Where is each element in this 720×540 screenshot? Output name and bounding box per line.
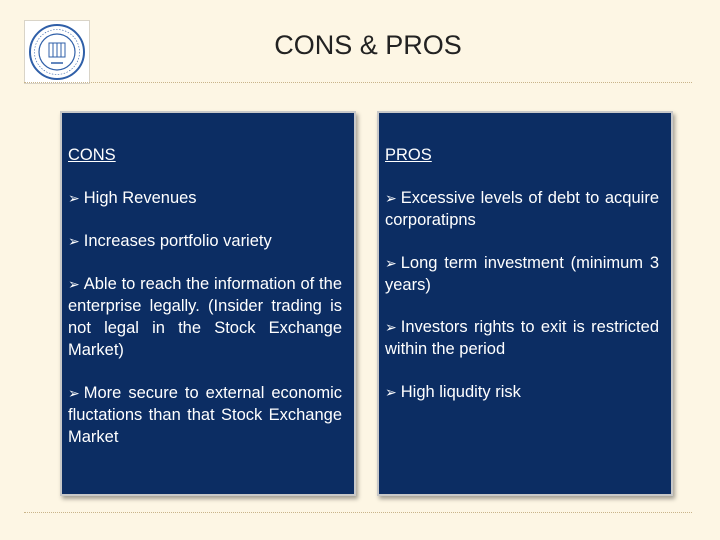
pros-panel (377, 111, 673, 496)
bottom-divider (24, 512, 692, 513)
arrow-bullet-icon: ➢ (68, 385, 80, 401)
cons-item: ➢ More secure to external economic fluctations than that Stock Exchange Market (68, 384, 342, 446)
pros-item: ➢ High liqudity risk (385, 383, 521, 401)
arrow-bullet-icon: ➢ (385, 319, 397, 335)
cons-item: ➢ Able to reach the information of the enterprise legally. (Insider trading is not legal in the Stock Exchange Market) (68, 275, 342, 359)
top-divider (24, 82, 692, 83)
arrow-bullet-icon: ➢ (385, 384, 397, 400)
arrow-bullet-icon: ➢ (68, 276, 80, 292)
cons-heading: CONS (68, 146, 116, 164)
arrow-bullet-icon: ➢ (385, 190, 397, 206)
pros-item: ➢ Investors rights to exit is restricted within the period (385, 318, 659, 358)
cons-item: ➢ Increases portfolio variety (68, 232, 272, 250)
slide-title: CONS & PROS (274, 30, 462, 60)
arrow-bullet-icon: ➢ (68, 190, 80, 206)
pros-item: ➢ Long term investment (minimum 3 years) (385, 254, 659, 294)
pros-item: ➢ Excessive levels of debt to acquire corporatipns (385, 189, 659, 229)
arrow-bullet-icon: ➢ (385, 255, 397, 271)
cons-item: ➢ High Revenues (68, 189, 197, 207)
pros-heading: PROS (385, 146, 432, 164)
arrow-bullet-icon: ➢ (68, 233, 80, 249)
cons-panel (60, 111, 356, 496)
